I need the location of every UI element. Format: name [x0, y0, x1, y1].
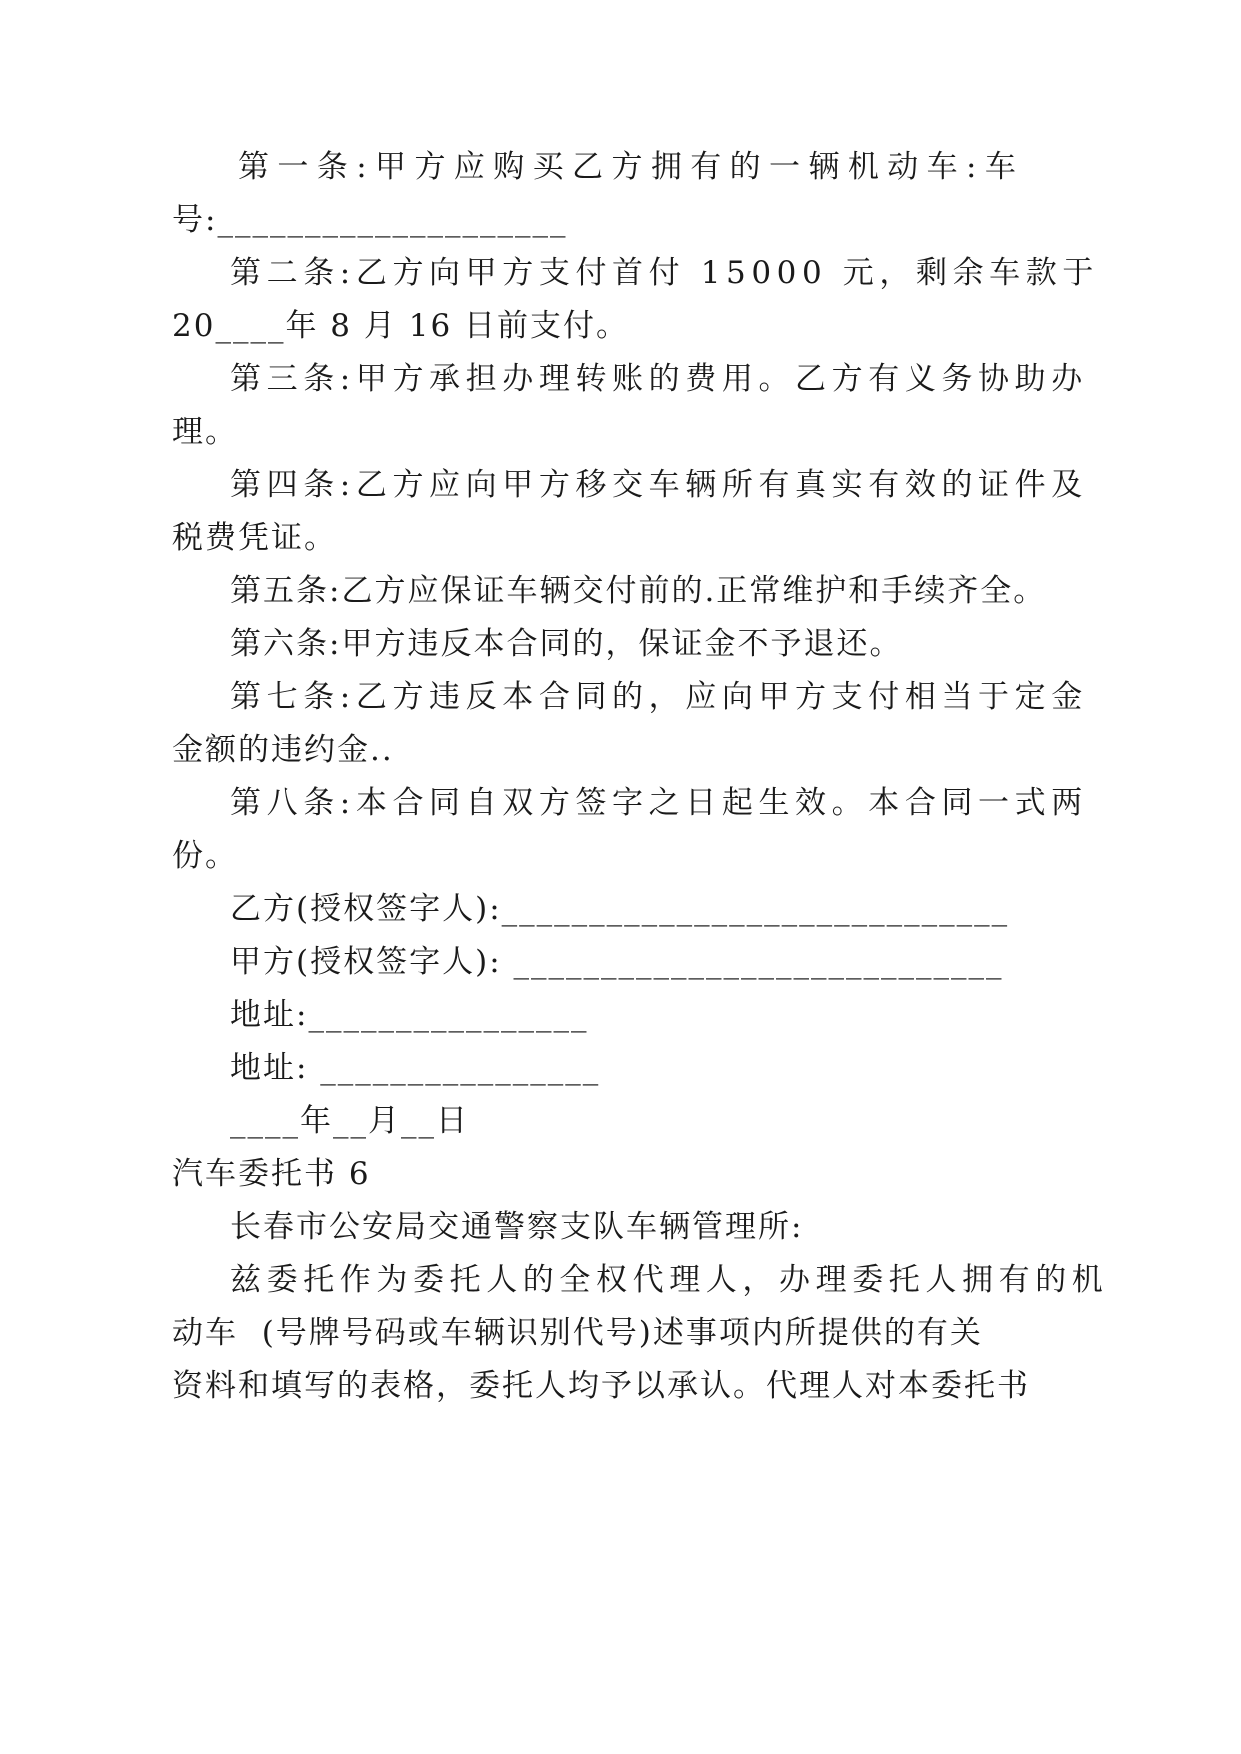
article-1-line-2: 号:____________________ [172, 202, 568, 238]
body-line-3: 资料和填写的表格，委托人均予以承认。代理人对本委托书 [172, 1368, 1030, 1404]
article-7-line-2: 金额的违约金.. [172, 732, 394, 768]
date-line: ____年__月__日 [230, 1103, 469, 1139]
article-4-line-1: 第四条:乙方应向甲方移交车辆所有真实有效的证件及 [230, 467, 1088, 503]
article-2-line-2: 20____年 8 月 16 日前支付。 [172, 308, 630, 344]
article-3-line-1: 第三条:甲方承担办理转账的费用。乙方有义务协助办 [230, 361, 1088, 397]
address-line-1: 地址:________________ [230, 997, 589, 1033]
article-4-line-2: 税费凭证。 [172, 520, 337, 556]
party-b-signature-line: 乙方(授权签字人):_____________________________ [230, 891, 1010, 927]
section-title: 汽车委托书 6 [172, 1156, 371, 1192]
article-8-line-1: 第八条:本合同自双方签字之日起生效。本合同一式两 [230, 785, 1088, 821]
article-2-line-1: 第二条:乙方向甲方支付首付 15000 元，剩余车款于 [230, 255, 1099, 291]
addressee-line: 长春市公安局交通警察支队车辆管理所: [230, 1209, 804, 1245]
body-line-2: 动车 (号牌号码或车辆识别代号)述事项内所提供的有关 [172, 1315, 983, 1351]
article-6: 第六条:甲方违反本合同的，保证金不予退还。 [230, 626, 903, 662]
body-line-1: 兹委托作为委托人的全权代理人，办理委托人拥有的机 [230, 1262, 1109, 1298]
party-a-signature-line: 甲方(授权签字人): ____________________________ [230, 944, 1004, 980]
address-line-2: 地址: ________________ [230, 1050, 601, 1086]
article-7-line-1: 第七条:乙方违反本合同的，应向甲方支付相当于定金 [230, 679, 1088, 715]
article-5: 第五条:乙方应保证车辆交付前的.正常维护和手续齐全。 [230, 573, 1047, 609]
article-1-line-1: 第一条:甲方应购买乙方拥有的一辆机动车:车 [238, 149, 1025, 185]
article-3-line-2: 理。 [172, 414, 238, 450]
article-8-line-2: 份。 [172, 838, 238, 874]
